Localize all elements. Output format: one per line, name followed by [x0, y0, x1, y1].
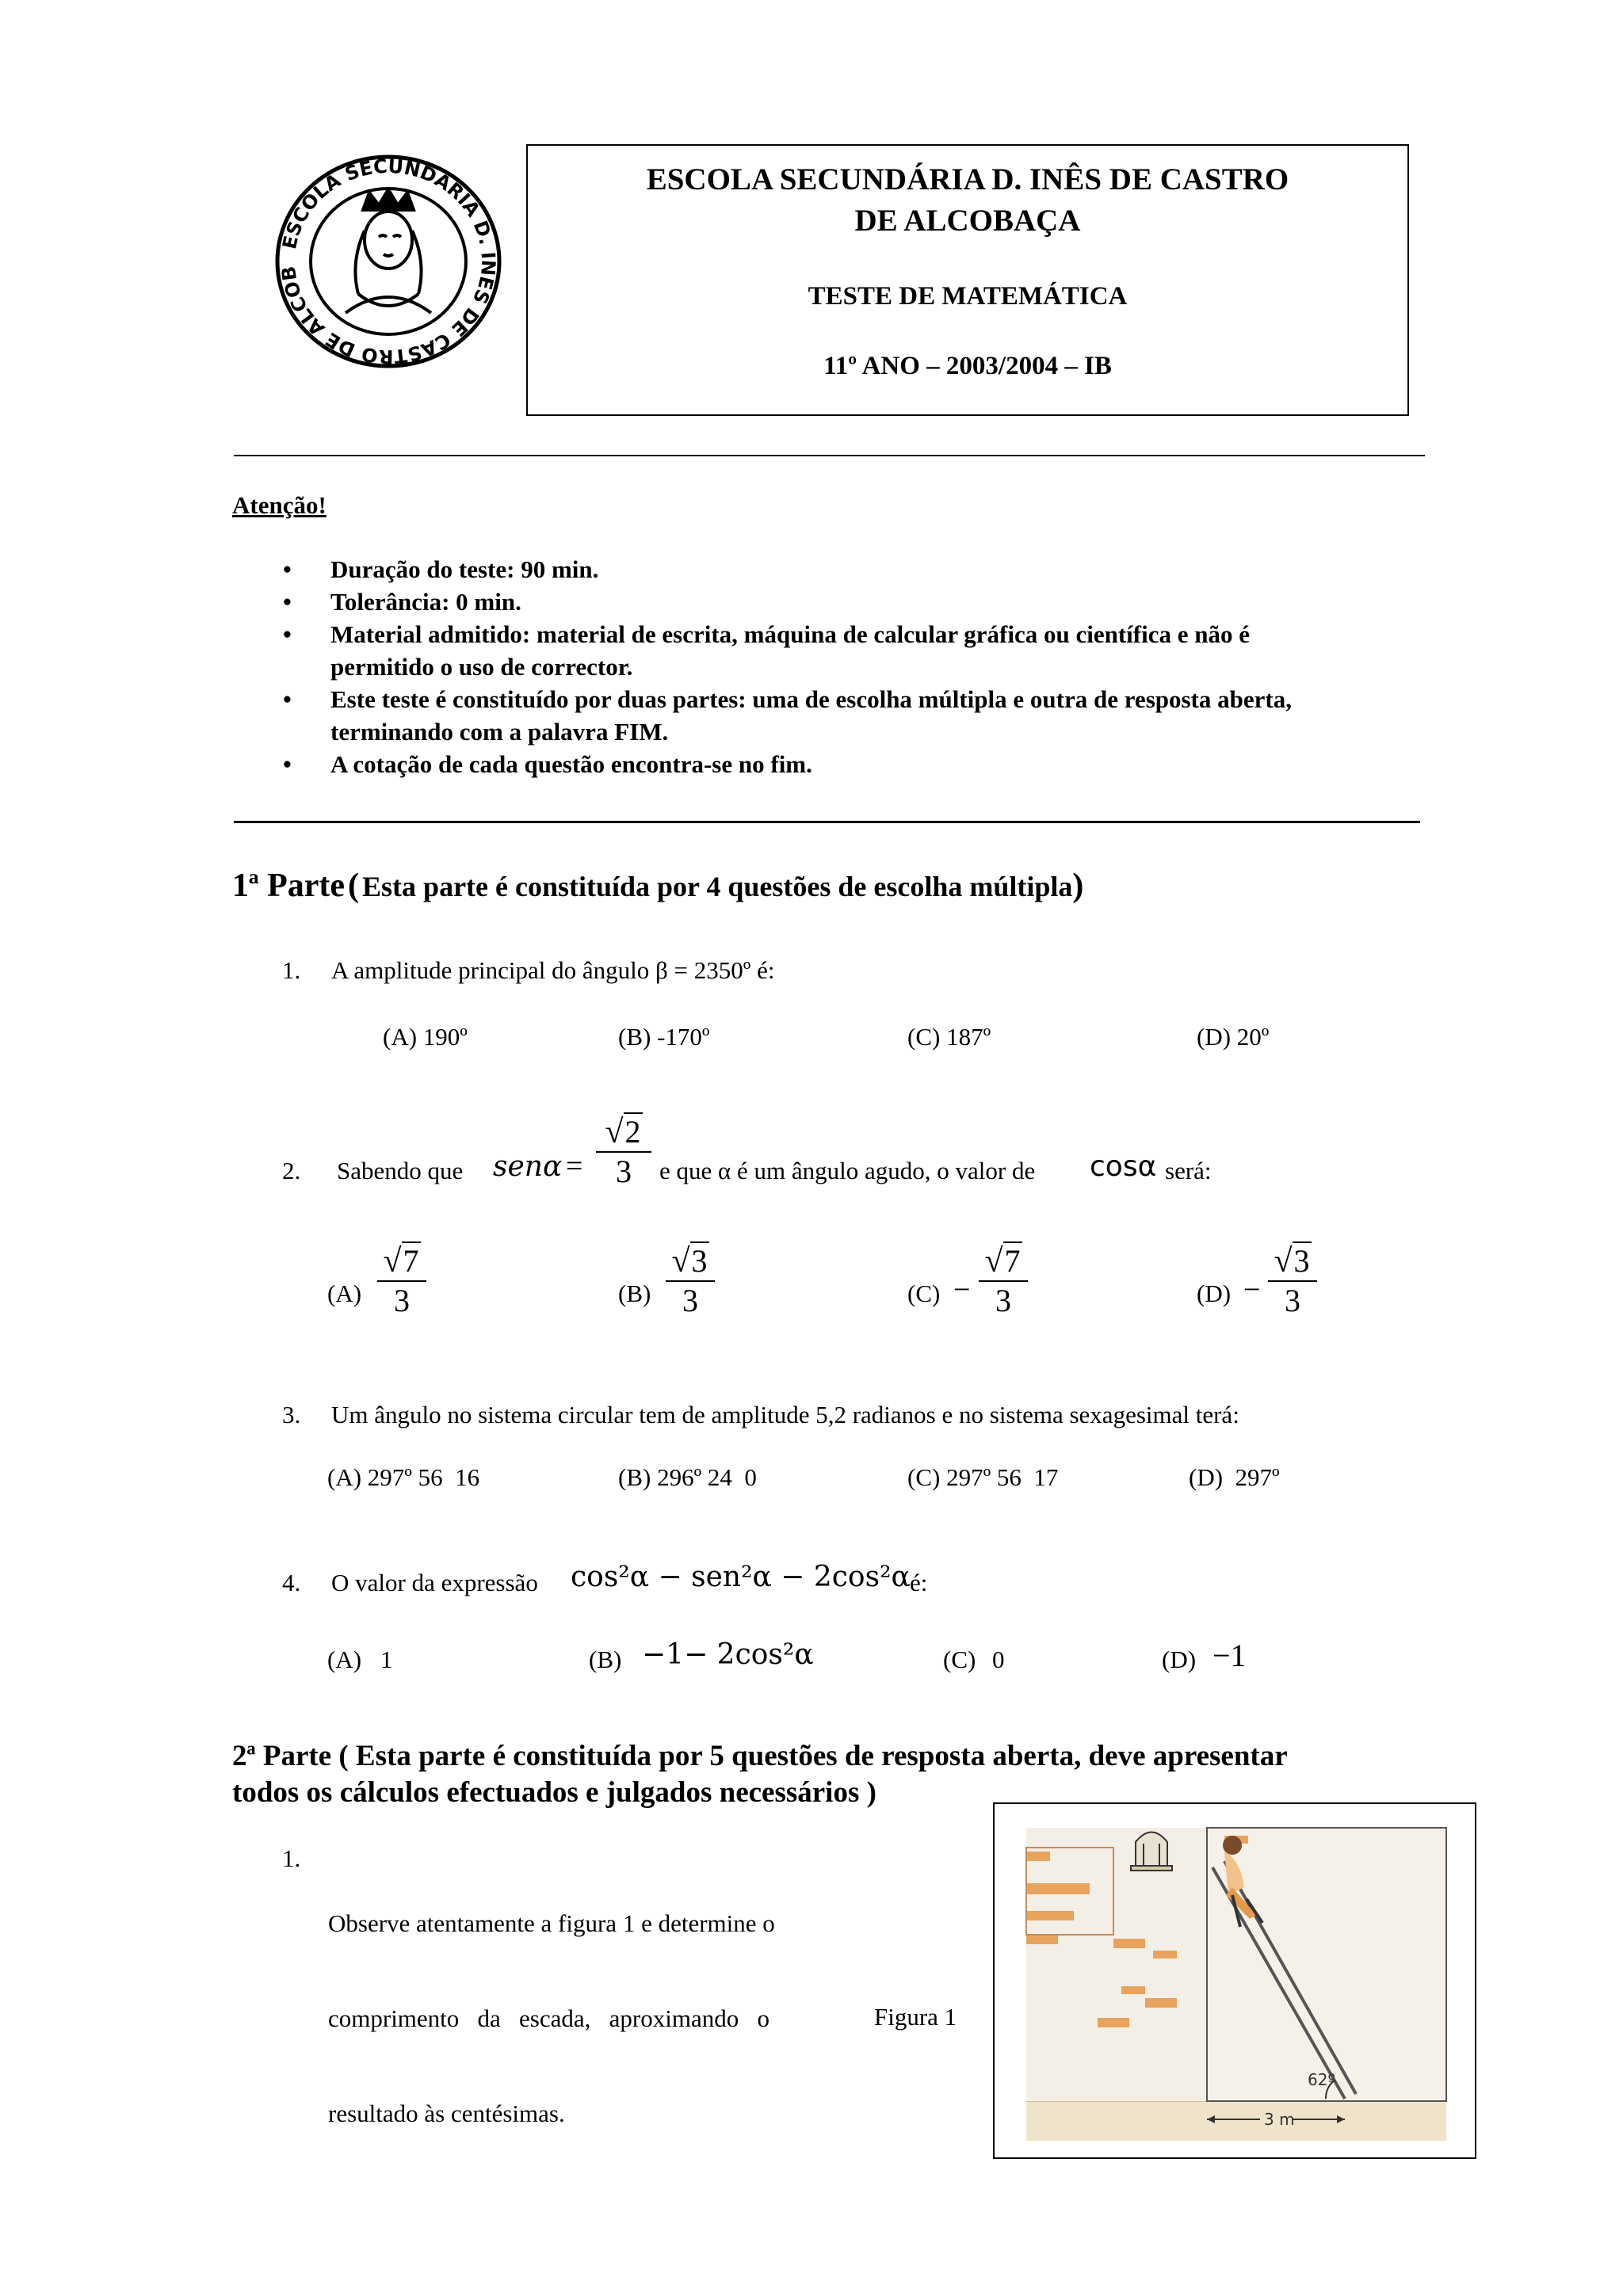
figure-distance-label: 3 m — [1264, 2110, 1295, 2129]
list-item: • Duração do teste: 90 min. — [283, 555, 599, 583]
part2-title-line2: todos os cálculos efectuados e julgados necessários ) — [232, 1776, 876, 1809]
q1-text: A amplitude principal do ângulo β = 2350º é: — [331, 956, 775, 984]
q2-option-c-fraction: $\frac{√7}{3}$ — [979, 1242, 1028, 1319]
list-item: • Este teste é constituído por duas partes: uma de escolha múltipla e outra de resposta aberta, — [283, 685, 1292, 713]
q1-number: 1. — [282, 956, 301, 984]
q2-option-d-sign: − — [1243, 1273, 1261, 1306]
q1-option-b: (B) -170º — [618, 1023, 710, 1051]
q3-text: Um ângulo no sistema circular tem de amplitude 5,2 radianos e no sistema sexagesimal terá: — [331, 1401, 1239, 1428]
q2-text-c: será: — [1165, 1157, 1212, 1184]
q4-option-a-value: 1 — [380, 1646, 393, 1673]
q2-sen-alpha: senα — [493, 1150, 563, 1183]
q2-option-c-sign: − — [953, 1273, 971, 1306]
school-name-line2: DE ALCOBAÇA — [854, 204, 1081, 238]
header-box — [526, 144, 1409, 416]
header-divider — [234, 455, 1425, 456]
q4-option-d-value: −1 — [1212, 1638, 1247, 1673]
attention-title: Atenção! — [232, 491, 327, 519]
q2-option-a-label: (A) — [327, 1280, 362, 1307]
attention-list — [283, 553, 1432, 780]
q4-option-b-value: −1− 2cos²α — [642, 1638, 814, 1671]
q3-option-b: (B) 296º 24 0 — [618, 1463, 757, 1491]
list-item: • A cotação de cada questão encontra-se no fim. — [283, 750, 812, 778]
p2q1-text: Observe atentamente a figura 1 e determine o comprimento da escada, aproximando o resultado às centésimas. — [328, 1909, 775, 2127]
q2-text-b: e que α é um ângulo agudo, o valor de — [659, 1157, 1036, 1184]
q1-option-c: (C) 187º — [907, 1023, 991, 1051]
list-item: • Tolerância: 0 min. — [283, 588, 521, 616]
q2-text-a: Sabendo que — [337, 1157, 464, 1184]
q4-text-b: é: — [910, 1569, 928, 1596]
school-name-line1: ESCOLA SECUNDÁRIA D. INÊS DE CASTRO — [646, 162, 1289, 196]
q2-option-d-fraction: $\frac{√3}{3}$ — [1268, 1242, 1317, 1319]
part1-title: 1ª Parte ( Esta parte é constituída por 4 questões de escolha múltipla) — [232, 868, 1084, 904]
q2-equals: = — [566, 1150, 583, 1183]
part2-title-line1: 2ª Parte ( Esta parte é constituída por 5 questões de resposta aberta, deve apresentar — [232, 1740, 1288, 1772]
q4-option-d-label: (D) — [1162, 1646, 1197, 1673]
q1-option-a: (A) 190º — [383, 1023, 468, 1051]
q4-option-a-label: (A) — [327, 1646, 362, 1673]
q2-number: 2. — [282, 1157, 301, 1184]
q3-option-d: (D) 297º — [1189, 1463, 1280, 1491]
figure-1-illustration — [993, 1802, 1476, 2159]
q3-number: 3. — [282, 1401, 301, 1428]
school-seal-logo — [269, 154, 507, 368]
figure-caption: Figura 1 — [874, 2003, 957, 2031]
q2-fraction: $\frac{√2}{3}$ — [596, 1113, 651, 1190]
q2-option-a-fraction: $\frac{√7}{3}$ — [377, 1242, 426, 1319]
list-item-continuation: terminando com a palavra FIM. — [330, 718, 669, 746]
q4-expression: cos²α − sen²α − 2cos²α — [571, 1561, 911, 1593]
q2-option-d-label: (D) — [1197, 1280, 1232, 1307]
q2-option-c-label: (C) — [907, 1280, 941, 1307]
list-item: • Material admitido: material de escrita, máquina de calcular gráfica ou científica e não é — [283, 620, 1250, 648]
q2-option-b-fraction: $\frac{√3}{3}$ — [666, 1242, 715, 1319]
seal-text: ESCOLA SECUNDÁRIA D. INÊS DE CASTRO DE ALCOB — [277, 154, 500, 368]
p2q1-number: 1. — [282, 1844, 301, 1872]
year-line: 11º ANO – 2003/2004 – IB — [823, 352, 1112, 380]
test-title: TESTE DE MATEMÁTICA — [808, 282, 1128, 311]
q2-option-b-label: (B) — [618, 1280, 651, 1307]
queen-figure-icon — [346, 189, 431, 313]
q1-option-d: (D) 20º — [1197, 1023, 1270, 1051]
q4-option-b-label: (B) — [589, 1646, 622, 1673]
q2-cos-alpha: cosα — [1090, 1150, 1157, 1183]
attention-divider — [234, 821, 1420, 823]
q4-option-c-label: (C) — [943, 1646, 976, 1673]
q3-option-c: (C) 297º 56 17 — [907, 1463, 1059, 1491]
list-item-continuation: permitido o uso de corrector. — [330, 653, 633, 681]
q4-text-a: O valor da expressão — [331, 1569, 538, 1596]
q4-option-c-value: 0 — [992, 1646, 1005, 1673]
figure-angle-label: 62º — [1308, 2070, 1335, 2089]
q4-number: 4. — [282, 1569, 301, 1596]
q3-option-a: (A) 297º 56 16 — [327, 1463, 480, 1491]
